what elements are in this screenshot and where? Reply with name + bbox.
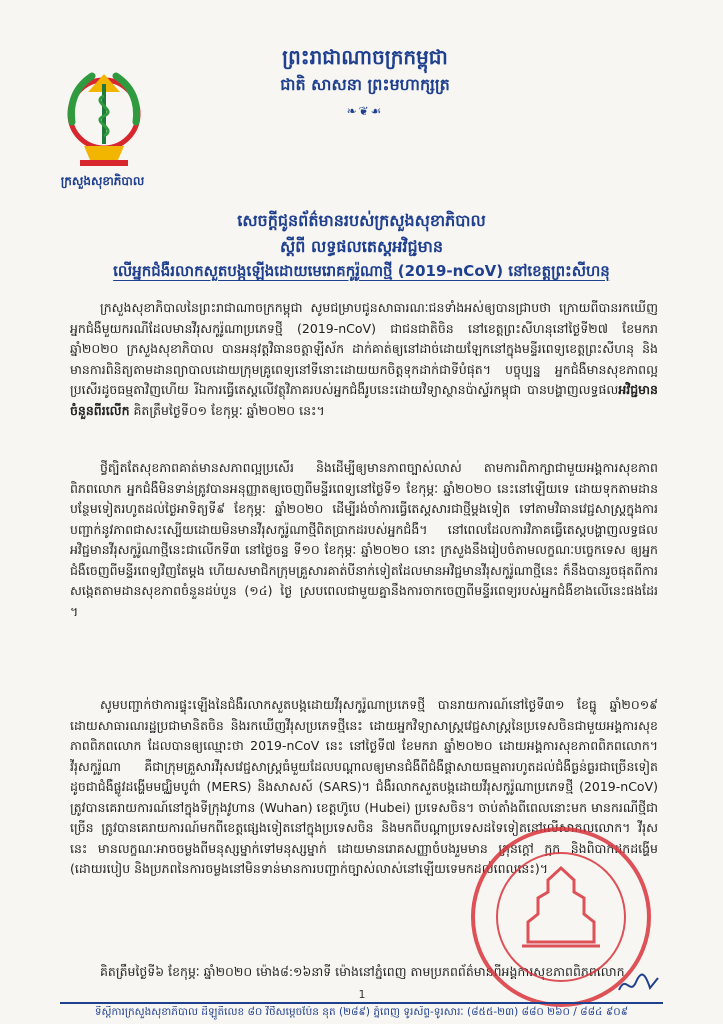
press-release-subject: ស្តីពី លទ្ធផលតេស្តអវិជ្ជមាន [280,237,443,256]
ministry-label: ក្រសួងសុខាភិបាល [60,174,145,188]
kingdom-heading: ព្រះរាជាណាចក្រកម្ពុជា [282,45,448,69]
paragraph-2-text: ថ្វីត្បិតតែសុខភាពគាត់មានសភាពល្អប្រសើរ និងដើម្បីឲ្យមានភាពច្បាស់លាស់ តាមការពិភាក្សាជាមួយអង្គការសុខភាពពិភពលោក អ្នកជំងឺមិនទាន់ត្រូវបានអនុញ្ញាតឲ្យចេញពីមន្ទីរពេទ្យនៅថ្ងៃទី១ ខែកុម្ភៈ ឆ្នាំ២០២០ នេះនៅឡើយទេ ដោយទុកតាមដានបន្ថែមទៀតរហូតដល់ថ្ងៃអាទិត្យទី៩ ខែកុម្ភៈ ឆ្នាំ២០២០ ដើម្បីរង់ចាំការធ្វើតេស្តសារជាថ្មីម្តងទៀត ទៅតាមវិធានវេជ្ជសាស្ត្រក្នុងការបញ្ជាក់នូវភាពជាសះស្បើយដោយមិនមានវីរុសកូរ៉ូណាថ្មីពិតប្រាកដរបស់អ្នកជំងឺ។ នៅពេលដែលការវិភាគធ្វើតេស្តបង្ហាញលទ្ធផលអវិជ្ជមានវីរុសកូរ៉ូណាថ្មីនេះជាលើកទី៣ នៅថ្ងៃចន្ទ ទី១០ ខែកុម្ភៈ ឆ្នាំ២០២០ នោះ ក្រសួងនឹងរៀបចំតាមលក្ខណៈបច្ចេកទេស ឲ្យអ្នកជំងឺចេញពីមន្ទីរពេទ្យវិញតែម្តង ហើយសមាជិកក្រុមគ្រួសារគាត់បីនាក់ទៀតដែលមានអវិជ្ជមានវីរុសកូរ៉ូណាថ្មីនេះ ក៏នឹងបានរួចផុតពីការសង្កេតតាមដានសុខភាពចំនួនដប់បួន (១៤) ថ្ងៃ ស្របពេលជាមួយគ្នានឹងការចាកចេញពីមន្ទីរពេទ្យរបស់អ្នកជំងឺខាងលើនេះផងដែរ ។ [70,460,658,619]
press-release-topic: លើអ្នកជំងឺរលាកសួតបង្កឡើងដោយមេរោគកូរ៉ូណាថ្មី (2019-nCoV) នៅខេត្តព្រះសីហនុ [113,262,610,280]
paragraph-1-emphasis: អវិជ្ជមានចំនួនពីរលើក [70,382,658,418]
paragraph-2 [70,458,658,678]
press-release-title: សេចក្តីជូនព័ត៌មានរបស់ក្រសួងសុខាភិបាល [237,211,486,230]
paragraph-4-text: គិតត្រឹមថ្ងៃទី៦ ខែកុម្ភៈ ឆ្នាំ២០២០ ម៉ោង៨:១៦នាទី ម៉ោងនៅភ្នំពេញ តាមប្រភពព័ត៌មានពីអង្គការសុខភាពពិភពលោក [100,964,625,979]
paragraph-3-text: សូមបញ្ជាក់ថាការផ្ទុះឡើងនៃជំងឺរលាកសួតបង្កដោយវីរុសកូរ៉ូណាប្រភេទថ្មី បានរាយការណ៍នៅថ្ងៃទី៣១ ខែធ្នូ ឆ្នាំ២០១៩ ដោយសាធារណរដ្ឋប្រជាមានិតចិន និងរកឃើញវីរុសប្រភេទថ្មីនេះ ដោយអ្នកវិទ្យាសាស្ត្រវេជ្ជសាស្ត្រនៃប្រទេសចិនជាមួយអង្គការសុខភាពពិភពលោក ដែលបានឲ្យឈ្មោះថា 2019-nCoV នេះ នៅថ្ងៃទី៧ ខែមករា ឆ្នាំ២០២០ ដោយអង្គការសុខភាពពិភពលោក។ វីរុសកូរ៉ូណា គឺជាក្រុមគ្រួសារវីរុសវេជ្ជសាស្ត្រធំមួយដែលបណ្តាលឲ្យមានជំងឺពីជំងឺផ្តាសាយធម្មតារហូតដល់ជំងឺធ្ងន់ធ្ងរជាច្រើនទៀតដូចជាជំងឺផ្លូវដង្ហើមមជ្ឈិមបូព៌ា (MERS) និងសាសស៍ (SARS)។ ជំងឺរលាកសួតបង្កដោយវីរុសកូរ៉ូណាប្រភេទថ្មី (2019-nCoV) ត្រូវបានគេរាយការណ៍នៅក្នុងទីក្រុងវូហាន (Wuhan) ខេត្តហ៊ូបេ (Hubei) ប្រទេសចិន។ ចាប់តាំងពីពេលនោះមក មានករណីថ្មីជាច្រើន ត្រូវបានគេរាយការណ៍មកពីខេត្តផ្សេងទៀតនៅក្នុងប្រទេសចិន និងមកពីបណ្តាប្រទេសដទៃទៀតនៅលើសាកលលោក។ វីរុសនេះ មានលក្ខណៈអាចចម្លងពីមនុស្សម្នាក់ទៅមនុស្សម្នាក់ ដោយមានរោគសញ្ញាចំបងរួមមាន គ្រុនក្តៅ ក្អក និងពិបាកដកដង្ហើម (ដោយរបៀប និងប្រភពនៃការចម្លងនៅមិនទាន់មានការបញ្ជាក់ច្បាស់លាស់នៅឡើយទេមកដល់ពេលនេះ)។ [70,697,658,876]
paragraph-1 [70,298,658,442]
footer-address: ទីស្តីការក្រសួងសុខាភិបាល ដីឡូតិ៍លេខ ៨០ វិថីសម្តេចប៉ែន នុត (២៨៩) ភ្នំពេញ ទូរស័ព្ទ-ទូរសារៈ (៨៥៥-២៣) ៨៨០ ២៦០ / ៨៨៤ ៩០៩ [94,1006,629,1018]
national-motto: ជាតិ សាសនា ព្រះមហាក្សត្រ [280,75,450,94]
ornament-divider: ❧❦☙ [346,104,384,118]
signature-icon [616,972,662,998]
page-number: 1 [358,988,366,1001]
footer-rule [60,1002,663,1004]
ministry-of-health-logo-icon [58,62,150,170]
paragraph-1-tail: គិតត្រឹមថ្ងៃទី០១ ខែកុម្ភៈ ឆ្នាំ២០២០ នេះ។ [129,402,325,418]
paragraph-1-main: ក្រសួងសុខាភិបាលនៃព្រះរាជាណាចក្រកម្ពុជា សូមជម្រាបជូនសាធារណៈជនទាំងអស់ឲ្យបានជ្រាបថា ក្រោយពីបានរកឃើញអ្នកជំងឺមួយករណីដែលមានវីរុសកូរ៉ូណាប្រភេទថ្មី (2019-nCoV) ជាជនជាតិចិន នៅខេត្តព្រះសីហនុនៅថ្ងៃទី២៧ ខែមករា ឆ្នាំ២០២០ ក្រសួងសុខាភិបាល បានអនុវត្តវិធានចត្តាឡីស័ក ដាក់គាត់ឲ្យនៅដាច់ដោយឡែកនៅក្នុងមន្ទីរពេទ្យខេត្តព្រះសីហនុ និងមានការពិនិត្យតាមដានព្យាបាលដោយក្រុមគ្រូពេទ្យនៅទីនោះដោយយកចិត្តទុកដាក់ជាទីបំផុត។ បច្ចុប្បន្ន អ្នកជំងឺមានសុខភាពល្អប្រសើរដូចធម្មតាវិញហើយ រីឯការធ្វើតេស្តលើវត្ថុវិភាគរបស់អ្នកជំងឺរូបនេះដោយវិទ្យាស្ថានប៉ាស្ទ័រកម្ពុជា បានបង្ហាញលទ្ធផល [70,300,658,397]
